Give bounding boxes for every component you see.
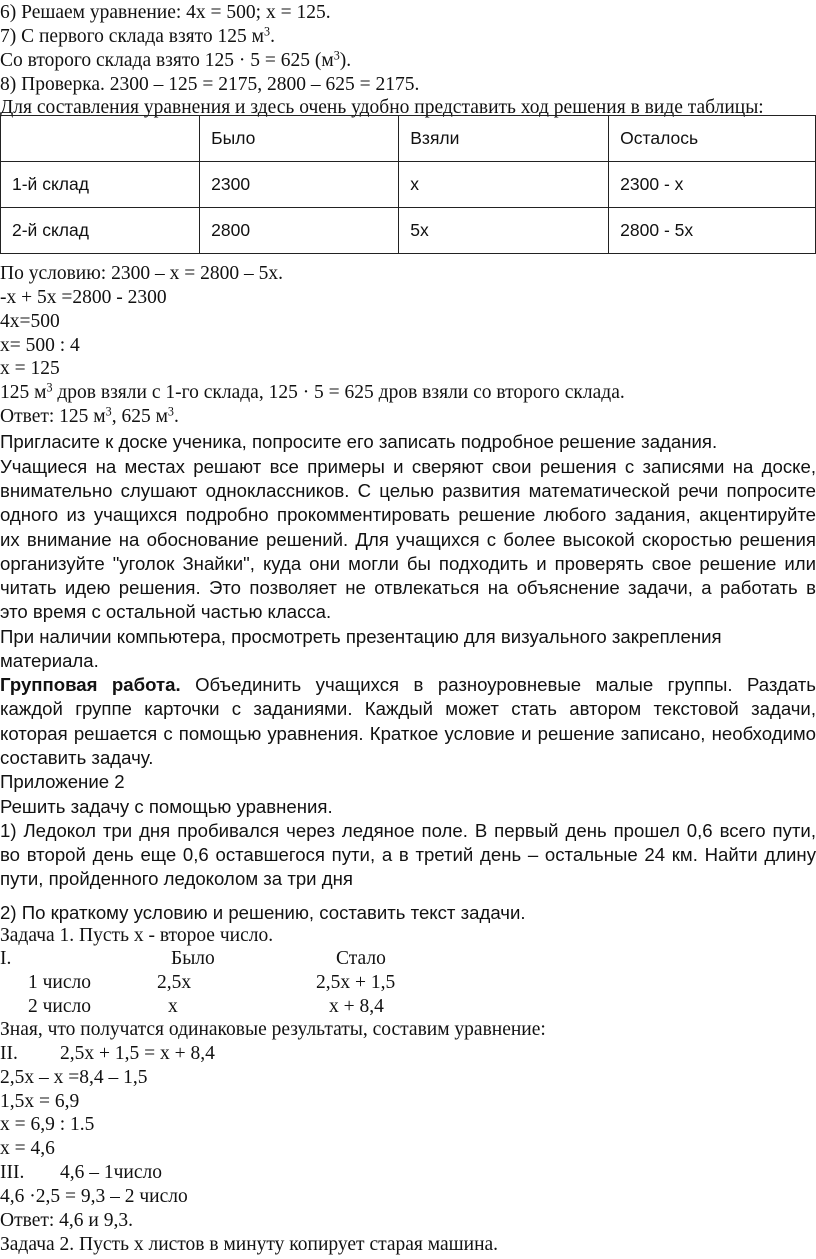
table-cell: 2300 (200, 162, 399, 208)
answer-line (0, 405, 179, 429)
roman-numeral: II. (0, 1043, 18, 1064)
data-table (0, 115, 816, 254)
table-header-cell: Взяли (399, 116, 609, 162)
text-line: материала. (0, 650, 99, 671)
text-line (0, 49, 351, 73)
task-title: Задача 2. Пусть х листов в минуту копирует старая машина. (0, 1234, 499, 1255)
text: 125 м (0, 382, 47, 403)
text-line (0, 73, 419, 97)
text-line: которая решается с помощью уравнения. Краткое условие и решение записано, необходимо (0, 723, 816, 744)
punct: . (270, 26, 275, 47)
superscript: 3 (333, 48, 340, 63)
superscript: 3 (46, 380, 53, 395)
roman-numeral: III. (0, 1162, 25, 1183)
step-7-second: Со второго склада взято 125 · 5 = 625 (м (0, 50, 334, 71)
row-label: 1 число (28, 972, 92, 993)
cell: х (168, 996, 178, 1017)
text-line: -х + 5х =2800 - 2300 (0, 287, 167, 308)
text-line: внимательно слушают одноклассников. С целью развития математической речи попросите (0, 480, 816, 501)
text: Объединить учащихся в разноуровневые малые группы. Раздать (180, 674, 816, 695)
table-cell: 1-й склад (1, 162, 200, 208)
table-cell: 2800 (200, 208, 399, 254)
text-line: 4,6 ·2,5 = 9,3 – 2 число (0, 1186, 188, 1207)
text-line: По условию: 2300 – х = 2800 – 5х. (0, 263, 283, 284)
table-header-row (1, 116, 816, 162)
table-cell: х (399, 162, 609, 208)
text-line: При наличии компьютера, просмотреть презентацию для визуального закрепления (0, 626, 722, 647)
text: . (173, 406, 179, 427)
table-intro: Для составления уравнения и здесь очень удобно представить ход решения в виде таблицы: (0, 97, 764, 118)
text-line: во второй день еще 0,6 оставшегося пути, а в третий день – остальные 24 км. Найти длину (0, 844, 816, 865)
superscript: 3 (105, 404, 112, 419)
text: Ответ: 125 м (0, 406, 106, 427)
text-line: Пригласите к доске ученика, попросите его записать подробное решение задания. (0, 431, 718, 452)
bold-label: Групповая работа. (0, 674, 181, 695)
superscript: 3 (167, 404, 174, 419)
step-8: 8) Проверка. 2300 – 125 = 2175, 2800 – 625 = 2175. (0, 74, 420, 95)
table-row (1, 208, 816, 254)
step-7: 7) С первого склада взято 125 м (0, 26, 265, 47)
text-line: Приложение 2 (0, 771, 125, 792)
table-cell: 2300 - х (609, 162, 816, 208)
table-row (1, 162, 816, 208)
cell: 2,5х (157, 972, 192, 993)
table-cell: 5х (399, 208, 609, 254)
text: , 625 м (111, 406, 168, 427)
text-line: составить задачу. (0, 747, 154, 768)
table-header-cell: Было (200, 116, 399, 162)
roman-numeral: I. (0, 948, 12, 969)
text-line: организуйте "уголок Знайки", куда они могли бы подходить и проверять свое решение или (0, 553, 816, 574)
text-line: Решить задачу с помощью уравнения. (0, 796, 333, 817)
text-line: их внимание на обоснование решений. Для учащихся с более высокой скоростью решения (0, 529, 816, 550)
text-line (0, 1, 331, 25)
text-line: 1,5х = 6,9 (0, 1091, 80, 1112)
text: 4,6 – 1число (60, 1162, 163, 1183)
equation: 2,5х + 1,5 = х + 8,4 (60, 1043, 215, 1064)
text-line: 1) Ледокол три дня пробивался через ледяное поле. В первый день прошел 0,6 всего пути, (0, 820, 816, 841)
text-line (0, 25, 275, 49)
table-cell: 2-й склад (1, 208, 200, 254)
superscript: 3 (264, 24, 271, 39)
step-6: 6) Решаем уравнение: 4х = 500; х = 125. (0, 2, 331, 23)
cell: 2,5х + 1,5 (316, 972, 396, 993)
punct: ). (339, 50, 352, 71)
cell: х + 8,4 (329, 996, 384, 1017)
text-line (0, 673, 816, 697)
text: дров взяли с 1-го склада, 125 · 5 = 625 дров взяли со второго склада. (52, 382, 625, 403)
text-line: х = 6,9 : 1.5 (0, 1114, 95, 1135)
table-cell: 2800 - 5х (609, 208, 816, 254)
table-header-cell (1, 116, 200, 162)
text-line: 2) По краткому условию и решению, составить текст задачи. (0, 902, 526, 923)
text-line: 4х=500 (0, 311, 60, 332)
row-label: 2 число (28, 996, 92, 1017)
text-line: Учащиеся на местах решают все примеры и сверяют свои решения с записями на доске, (0, 456, 816, 477)
column-header: Стало (336, 948, 386, 969)
text-line: Зная, что получатся одинаковые результаты, составим уравнение: (0, 1019, 546, 1040)
task-title: Задача 1. Пусть х - второе число. (0, 925, 274, 946)
text-line: пути, пройденного ледоколом за три дня (0, 868, 353, 889)
text-line: х= 500 : 4 (0, 335, 80, 356)
text-line: это время с остальной частью класса. (0, 601, 332, 622)
text-line (0, 381, 625, 405)
text-line: х = 4,6 (0, 1138, 55, 1159)
text-line: читать идею решения. Это позволяет не отвлекаться на объяснение задачи, а работать в (0, 577, 816, 598)
text-line: одного из учащихся подробно прокомментировать решение любого задания, акцентируйте (0, 504, 816, 525)
column-header: Было (171, 948, 215, 969)
table-header-cell: Осталось (609, 116, 816, 162)
text-line: каждой группе карточки с заданиями. Каждый может стать автором текстовой задачи, (0, 698, 816, 719)
answer-line: Ответ: 4,6 и 9,3. (0, 1210, 133, 1231)
text-line: х = 125 (0, 358, 60, 379)
text-line: 2,5х – х =8,4 – 1,5 (0, 1067, 148, 1088)
